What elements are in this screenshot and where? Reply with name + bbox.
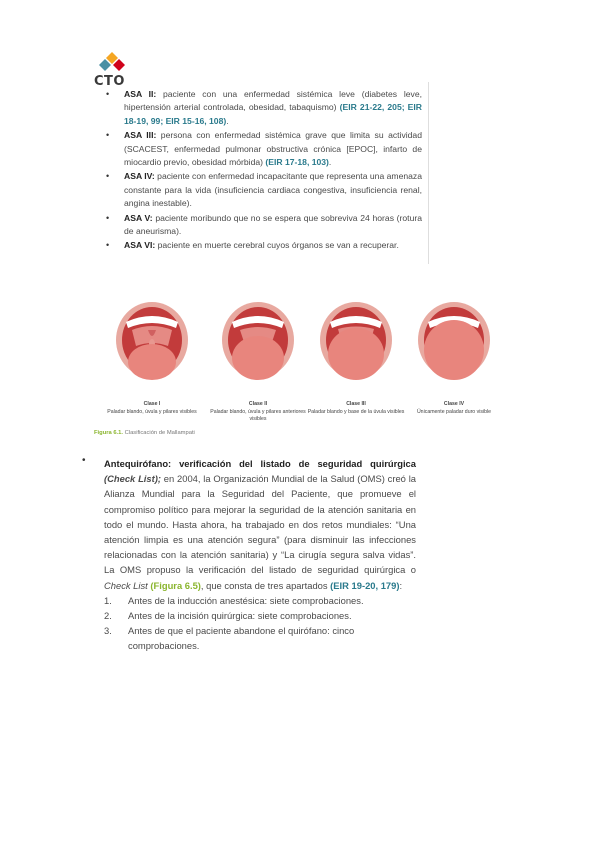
asa-text: paciente en muerte cerebral cuyos órganos se van a recuperar.	[155, 240, 399, 251]
asa-text: paciente con enfermedad incapacitante que representa una amenaza constante para la vida (insuficiencia cardiaca congestiva, insuficiencia renal, angina inestable).	[124, 171, 422, 209]
class-label	[102, 401, 202, 416]
class-title: Clase II	[248, 401, 268, 407]
item-number: 2.	[104, 610, 112, 622]
bullet-icon: •	[82, 455, 86, 466]
class-label	[208, 401, 308, 422]
logo-text: CTO	[94, 74, 125, 89]
section-body: , que consta de tres apartados	[200, 579, 331, 591]
list-item	[104, 608, 416, 623]
item-text: Antes de que el paciente abandone el quirófano: cinco comprobaciones.	[128, 625, 355, 652]
asa-item	[104, 212, 422, 239]
section-title: Antequirófano: verificación del listado de seguridad quirúrgica	[104, 458, 416, 469]
asa-end: .	[328, 157, 332, 168]
class-label	[306, 401, 406, 416]
section-checklist	[104, 456, 416, 654]
item-number: 1.	[104, 594, 112, 606]
list-item	[104, 623, 416, 653]
sidebar-divider	[428, 82, 429, 264]
section-title-emphasis: (Check List);	[104, 473, 161, 485]
mouth-class-1-icon	[112, 300, 192, 380]
class-description: Paladar blando, úvula y pilares visibles	[107, 409, 197, 416]
list-item	[104, 593, 416, 608]
asa-item	[104, 239, 422, 252]
mouth-class-2-icon	[218, 300, 298, 380]
section-emphasis: Check List	[104, 579, 148, 591]
item-text: Antes de la incisión quirúrgica: siete comprobaciones.	[128, 610, 352, 622]
class-label	[404, 401, 504, 416]
asa-label: ASA V:	[124, 212, 153, 223]
asa-label: ASA VI:	[124, 240, 156, 251]
class-title: Clase III	[346, 401, 366, 407]
asa-text: persona con enfermedad sistémica grave que limita su actividad (SCACEST, enfermedad pulmonar obstructiva crónica [EPOC], infarto de miocardio previo, obesidad mórbida)	[124, 130, 422, 168]
checklist-steps	[104, 593, 416, 654]
asa-label: ASA II:	[124, 89, 157, 99]
caption-label: Figura 6.1.	[94, 430, 123, 436]
section-body: :	[399, 579, 403, 591]
asa-label: ASA IV:	[124, 171, 155, 182]
asa-item	[104, 170, 422, 210]
section-body: en 2004, la Organización Mundial de la Salud (OMS) creó la Alianza Mundial para la Seguridad del Paciente, que promueve el compromiso político para mejorar la seguridad de la atención sanitaria en todo el mundo. Hasta ahora, ha trabajado en dos retos mundiales: “Una atención limpia es una atención segura” (para disminuir las infecciones relacionadas con la atención sanitaria) y “La cirugía segura salva vidas”. La OMS propuso la verificación del listado de seguridad quirúrgica o	[104, 473, 416, 576]
asa-label: ASA III:	[124, 130, 157, 141]
asa-text: paciente con una enfermedad sistémica leve (diabetes leve, hipertensión arterial controlada, obesidad, tabaquismo)	[124, 89, 422, 113]
asa-end: .	[226, 115, 229, 126]
asa-classification-list	[104, 88, 422, 254]
eir-reference: (EIR 21-22, 205; EIR 18-19, 99; EIR 15-16, 108)	[124, 102, 422, 126]
item-number: 3.	[104, 625, 112, 637]
asa-text: paciente moribundo que no se espera que sobreviva 24 horas (rotura de aneurisma).	[124, 212, 422, 237]
mouth-class-3-icon	[316, 300, 396, 380]
mallampati-figure	[96, 300, 508, 440]
class-title: Clase I	[143, 401, 161, 407]
eir-reference: (EIR 17-18, 103)	[265, 157, 329, 168]
class-description: Únicamente paladar duro visible	[416, 409, 492, 416]
class-title: Clase IV	[443, 401, 465, 407]
figure-caption	[94, 430, 195, 436]
class-description: Paladar blando y base de la úvula visibles	[307, 409, 405, 416]
item-text: Antes de la inducción anestésica: siete comprobaciones.	[128, 594, 364, 606]
caption-text: Clasificación de Mallampati	[123, 430, 195, 436]
asa-item	[104, 129, 422, 169]
class-description: Paladar blando, úvula y pilares anteriores visibles	[210, 409, 306, 422]
mouth-class-4-icon	[414, 300, 494, 380]
eir-reference: (EIR 19-20, 179)	[330, 579, 400, 591]
figure-reference-link[interactable]: (Figura 6.5)	[150, 579, 201, 591]
asa-item	[104, 88, 422, 128]
